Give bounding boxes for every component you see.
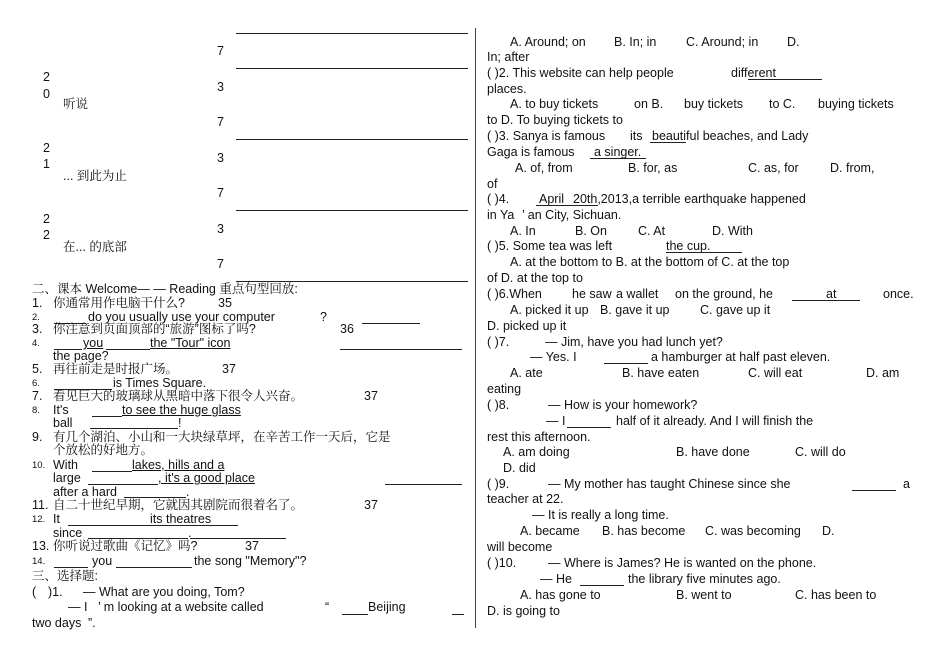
item-number: 5. xyxy=(32,362,43,376)
section-title: 三、选择题: xyxy=(32,569,98,583)
page-number: 7 xyxy=(217,257,224,271)
question-text: ( )4. xyxy=(487,192,510,206)
item-number: 3. xyxy=(32,322,43,336)
page-ref: 37 xyxy=(245,539,259,553)
option-text: B. went to xyxy=(676,588,732,602)
question-text: — It is really a long time. xyxy=(532,508,669,522)
item-text: do you usually use your computer xyxy=(88,310,275,324)
page-number: 7 xyxy=(217,186,224,200)
question-text: ( )2. This website can help people xyxy=(487,66,674,80)
question-text: places. xyxy=(487,82,527,96)
question-text: ( )8. xyxy=(487,398,510,412)
item-text: you xyxy=(83,336,104,350)
question-number: )1. xyxy=(48,585,63,599)
page-number: 3 xyxy=(217,80,224,94)
option-text: In; after xyxy=(487,50,530,64)
item-number: 10. xyxy=(32,460,46,471)
question-text: ’ an City, Sichuan. xyxy=(522,208,622,222)
item-number: 11. xyxy=(32,498,49,512)
option-text: C. At xyxy=(638,224,666,238)
item-text: after a hard xyxy=(53,485,117,499)
blank-line xyxy=(385,484,462,485)
row-number-digit: 2 xyxy=(43,228,50,242)
question-text: two days xyxy=(32,616,82,630)
item-number: 14. xyxy=(32,556,46,567)
item-text: you xyxy=(92,554,113,568)
page-number: 7 xyxy=(217,44,224,58)
question-text: — My mother has taught Chinese since she xyxy=(548,477,791,491)
blank-line xyxy=(580,585,624,586)
item-text: , it's a good place xyxy=(158,471,255,485)
item-text: 看见巨大的玻璃球从黑暗中落下很令人兴奋。 xyxy=(53,389,304,403)
phrase-text: 在... 的底部 xyxy=(63,240,127,254)
option-text: A. of, from xyxy=(515,161,573,175)
page-ref: 37 xyxy=(364,498,378,512)
option-text: buy tickets xyxy=(684,97,744,111)
item-text: It's xyxy=(53,403,69,417)
page-number: 3 xyxy=(217,151,224,165)
option-text: C. as, for xyxy=(748,161,799,175)
question-text: ( )7. xyxy=(487,335,510,349)
item-text: It xyxy=(53,512,60,526)
option-text: B. In; in xyxy=(614,35,657,49)
blank-line xyxy=(340,349,462,350)
item-text: 你注意到页面顶部的“旅游”图标了吗? xyxy=(53,322,256,336)
item-number: 6. xyxy=(32,378,40,389)
item-number: 12. xyxy=(32,514,46,525)
item-text: the page? xyxy=(53,349,109,363)
item-text: 有几个湖泊、小山和一大块绿草坪，在辛苦工作一天后，它是 xyxy=(53,430,391,444)
row-number-digit: 2 xyxy=(43,70,50,84)
page-number: 7 xyxy=(217,115,224,129)
page-number: 3 xyxy=(217,222,224,236)
question-text: — How is your homework? xyxy=(548,398,698,412)
item-text: With xyxy=(53,458,78,472)
option-text: D. With xyxy=(712,224,753,238)
option-text: D. picked up it xyxy=(487,319,567,333)
item-text: its theatres xyxy=(150,512,212,526)
item-text: lakes, hills and a xyxy=(132,458,225,472)
option-text: B. have eaten xyxy=(622,366,700,380)
question-text: — Jim, have you had lunch yet? xyxy=(545,335,723,349)
question-text: — I xyxy=(68,600,88,614)
question-text: ’ m looking at a website called xyxy=(98,600,264,614)
option-text: D. is going to xyxy=(487,604,560,618)
option-text: A. ate xyxy=(510,366,543,380)
option-text: D. xyxy=(787,35,800,49)
blank-line xyxy=(452,614,464,615)
option-text: D. from, xyxy=(830,161,875,175)
blank-line xyxy=(116,567,192,568)
option-text: D. xyxy=(822,524,835,538)
blank-line xyxy=(106,349,150,350)
question-text: half of it already. And I will finish the xyxy=(616,414,814,428)
option-text: on B. xyxy=(634,97,664,111)
question-text: its xyxy=(630,129,643,143)
item-text: ball xyxy=(53,416,73,430)
question-text: — Yes. I xyxy=(530,350,577,364)
option-text: D. am xyxy=(866,366,900,380)
question-text: 20th,2013,a terrible earthquake happened xyxy=(573,192,806,206)
option-text: to C. xyxy=(769,97,796,111)
item-text: the "Tour" icon xyxy=(150,336,231,350)
answer-line xyxy=(236,68,468,69)
question-text: ( )5. Some tea was left xyxy=(487,239,613,253)
blank-line xyxy=(342,614,368,615)
item-text: 你听说过歌曲《记忆》吗? xyxy=(53,539,198,553)
page-ref: 36 xyxy=(340,322,354,336)
question-text: on the ground, he xyxy=(675,287,773,301)
item-text: 再往前走是时报广场。 xyxy=(53,362,179,376)
option-text: A. Around; on xyxy=(510,35,586,49)
blank-line xyxy=(54,567,88,568)
row-number-digit: 0 xyxy=(43,87,50,101)
option-text: eating xyxy=(487,382,522,396)
answer-line xyxy=(236,210,468,211)
question-text: — He xyxy=(540,572,572,586)
option-text: A. became xyxy=(520,524,580,538)
question-text: — Where is James? He is wanted on the phone. xyxy=(548,556,817,570)
row-number-digit: 1 xyxy=(43,157,50,171)
question-text: he saw xyxy=(572,287,612,301)
question-text: at xyxy=(826,287,837,301)
blank-line xyxy=(852,490,896,491)
question-text: different xyxy=(731,66,776,80)
question-text: — What are you doing, Tom? xyxy=(83,585,245,599)
column-divider xyxy=(475,28,476,628)
option-text: of xyxy=(487,177,498,191)
item-text: ! xyxy=(178,416,182,430)
blank-line xyxy=(604,363,648,364)
row-number-digit: 2 xyxy=(43,141,50,155)
item-number: 8. xyxy=(32,405,40,416)
blank-line xyxy=(666,252,742,253)
section-title: 二、课本 Welcome— — Reading 重点句型回放: xyxy=(32,282,298,296)
question-text: ”. xyxy=(88,616,96,630)
question-text: a wallet xyxy=(616,287,659,301)
question-text: once. xyxy=(883,287,914,301)
item-text: to see the huge glass xyxy=(122,403,241,417)
option-text: C. gave up it xyxy=(700,303,771,317)
page-ref: 37 xyxy=(364,389,378,403)
option-text: B. for, as xyxy=(628,161,678,175)
question-text: ( )6.When xyxy=(487,287,542,301)
question-text: rest this afternoon. xyxy=(487,430,591,444)
item-text: since xyxy=(53,526,83,540)
answer-line xyxy=(236,33,468,34)
item-text: 个放松的好地方。 xyxy=(53,443,154,457)
blank-line xyxy=(748,79,822,80)
page-ref: 35 xyxy=(218,296,232,310)
page-ref: 37 xyxy=(222,362,236,376)
option-text: A. has gone to xyxy=(520,588,601,602)
item-text: is Times Square. xyxy=(113,376,207,390)
option-text: to D. To buying tickets to xyxy=(487,113,623,127)
option-text: A. at the bottom to B. at the bottom of C. at the top xyxy=(510,255,790,269)
option-text: buying tickets xyxy=(818,97,894,111)
option-text: C. has been to xyxy=(795,588,877,602)
item-text: large xyxy=(53,471,81,485)
question-text: ( )9. xyxy=(487,477,510,491)
option-text: C. will do xyxy=(795,445,846,459)
question-text: April xyxy=(539,192,565,206)
question-text: a hamburger at half past eleven. xyxy=(651,350,831,364)
row-number-digit: 2 xyxy=(43,212,50,226)
option-text: A. to buy tickets xyxy=(510,97,599,111)
option-text: C. Around; in xyxy=(686,35,759,49)
question-text: Gaga is famous xyxy=(487,145,575,159)
item-text: 你通常用作电脑干什么? xyxy=(53,296,185,310)
item-text: the song "Memory"? xyxy=(194,554,307,568)
question-text: Beijing xyxy=(368,600,406,614)
item-text: . xyxy=(188,526,192,540)
blank-line xyxy=(92,471,132,472)
question-text: the library five minutes ago. xyxy=(628,572,781,586)
question-text: a xyxy=(903,477,910,491)
blank-line xyxy=(90,428,178,429)
option-text: C. was becoming xyxy=(705,524,801,538)
item-text: . xyxy=(186,485,190,499)
question-text: beautiful beaches, and Lady xyxy=(652,129,809,143)
option-text: B. has become xyxy=(602,524,686,538)
blank-line xyxy=(150,525,238,526)
blank-line xyxy=(92,416,122,417)
question-text: — I xyxy=(546,414,566,428)
item-number: 7. xyxy=(32,389,43,403)
option-text: of D. at the top to xyxy=(487,271,583,285)
phrase-text: 听说 xyxy=(63,97,89,111)
option-text: A. In xyxy=(510,224,536,238)
option-text: will become xyxy=(487,540,553,554)
option-text: B. have done xyxy=(676,445,750,459)
item-text: ? xyxy=(320,310,327,324)
option-text: B. On xyxy=(575,224,607,238)
option-text: D. did xyxy=(503,461,536,475)
question-paren: ( xyxy=(32,585,37,599)
answer-line xyxy=(236,139,468,140)
question-text: a singer. xyxy=(594,145,642,159)
question-text: the cup. xyxy=(666,239,711,253)
blank-line xyxy=(190,538,286,539)
blank-line xyxy=(567,427,611,428)
question-text: teacher at 22. xyxy=(487,492,564,506)
question-text: in Ya xyxy=(487,208,515,222)
option-text: B. gave it up xyxy=(600,303,670,317)
item-number: 13. xyxy=(32,539,50,553)
question-text: “ xyxy=(325,600,330,614)
phrase-text: ... 到此为止 xyxy=(63,169,127,183)
item-text: 自二十世纪早期，它就因其剧院而很着名了。 xyxy=(53,498,304,512)
question-text: ( )10. xyxy=(487,556,517,570)
question-text: ( )3. Sanya is famous xyxy=(487,129,606,143)
blank-line xyxy=(362,323,420,324)
item-number: 4. xyxy=(32,338,40,349)
item-number: 2. xyxy=(32,312,40,323)
option-text: C. will eat xyxy=(748,366,803,380)
item-number: 9. xyxy=(32,430,43,444)
item-number: 1. xyxy=(32,296,43,310)
option-text: A. picked it up xyxy=(510,303,589,317)
option-text: A. am doing xyxy=(503,445,570,459)
